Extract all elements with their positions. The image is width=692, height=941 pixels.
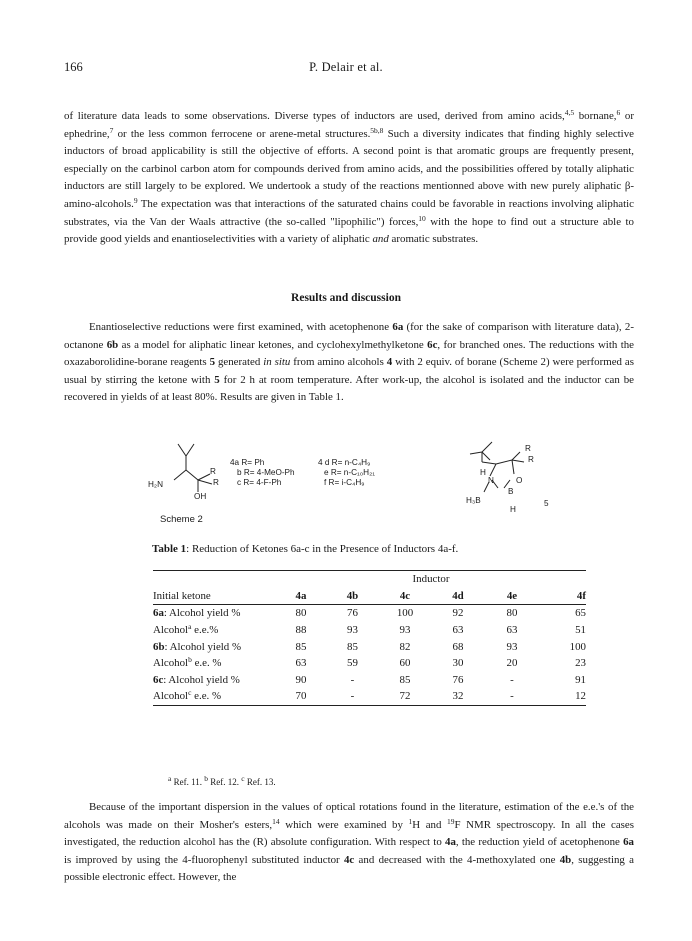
ring-r-top: R [525, 444, 531, 453]
table-cell: 93 [347, 624, 358, 637]
column-header: 4d [431, 588, 485, 605]
ring-b: B [508, 487, 514, 496]
r-label-upper: R [210, 467, 216, 476]
table-cell: 80 [506, 607, 518, 620]
table-cell: 76 [347, 607, 358, 620]
table-row [153, 638, 586, 655]
substituent-f: f R= i-C₄H₉ [324, 478, 365, 487]
column-header: 4f [539, 588, 586, 605]
column-header: 4b [326, 588, 379, 605]
column-header-ketone: Initial ketone [153, 588, 276, 605]
compound-5-label: 5 [544, 499, 549, 508]
table-cell: - [485, 688, 539, 705]
reduction-table [153, 570, 586, 706]
row-label: Alcohol$^c$ e.e. % [153, 688, 276, 705]
table-footnote: $^a$ Ref. 11. $^b$ Ref. 12. $^c$ Ref. 13. [168, 774, 276, 787]
table-cell: 85 [399, 673, 411, 686]
table-cell: 100 [569, 640, 586, 653]
r-label-lower: R [213, 478, 219, 487]
table-cell: 12 [539, 688, 586, 705]
inductor-header: Inductor [276, 571, 586, 588]
table-cell: 63 [506, 624, 518, 637]
results-paragraph: Enantioselective reductions were first examined, with acetophenone 6a (for the sake of comparison with literature data), 2-octanone 6b as a model for aliphatic linear ketones, and cyclohexylmethylketone 6c, for branched ones. The reductions with the oxazaborolidine-borane reagents 5 generated in situ from amino alcohols 4 with 2 equiv. of borane (Scheme 2) were performed as usual by stirring the ketone with 5 for 2 h at room temperature. After work-up, the alcohol is isolated and the inductor can be recovered in yields of at least 80%. Results are given in Table 1. [64, 321, 635, 404]
table-cell: 93 [399, 624, 411, 637]
table-row [153, 622, 586, 639]
h3b-label: H₃B [466, 496, 481, 505]
row-label: 6a: Alcohol yield % [153, 607, 241, 620]
table-row [153, 672, 586, 689]
substituent-b: b R= 4-MeO-Ph [237, 468, 295, 477]
table-cell: 68 [452, 640, 464, 653]
table-cell: - [326, 688, 379, 705]
table-cell: 76 [452, 673, 464, 686]
table-cell: 23 [575, 657, 586, 670]
ring-r-side: R [528, 455, 534, 464]
table-cell: 65 [575, 607, 586, 620]
table-cell: 80 [295, 607, 307, 620]
row-label: 6b: Alcohol yield % [153, 640, 242, 653]
substituent-4d: 4 d R= n-C₄H₉ [318, 458, 371, 467]
table-cell: 30 [452, 657, 464, 670]
table-cell: 63 [452, 624, 464, 637]
table-cell: 100 [396, 607, 414, 620]
table-cell: 59 [347, 657, 358, 670]
table-cell: 93 [506, 640, 518, 653]
table-cell: 70 [276, 688, 326, 705]
header-spacer [153, 571, 276, 588]
table-row [153, 655, 586, 672]
substituent-c: c R= 4-F-Ph [237, 478, 282, 487]
ring-h-bottom: H [510, 505, 516, 514]
ring-n: N [488, 476, 494, 485]
table-cell: 51 [575, 624, 586, 637]
table-cell: 90 [295, 673, 307, 686]
section-heading: Results and discussion [291, 292, 401, 304]
row-label: Alcohol$^a$ e.e.% [153, 622, 219, 637]
table-cell: 92 [452, 607, 464, 620]
column-header: 4e [485, 588, 539, 605]
intro-paragraph: of literature data leads to some observations. Diverse types of inductors are used, derived from amino acids,$^{4,5}$ bornane,$^6$ or ephedrine,$^7$ or the less common ferrocene or arene-metal structures.$^{5b,8}$ Such a diversity indicates that finding highly selective inductors of broad applicability is still the objective of efforts. A second point is that aromatic groups are frequently present, especially on the carbinol carbon atom for compounds derived from amino acids, and the possibilities offered by totally aliphatic inductors are still largely to be explored. We undertook a study of the reactions mentionned above with new purely aliphatic β-amino-alcohols.$^9$ The expectation was that interactions of the saturated chains could be favorable in reactions involving aliphatic substrates, via the Van der Waals attractive (the so-called "lipophilic") forces,$^{10}$ with the hope to find out a structure able to provide good yields and enantioselectivities with a variety of aliphatic and aromatic substrates. [64, 108, 634, 246]
page-number: 166 [64, 60, 83, 74]
table-cell: 32 [431, 688, 485, 705]
table-cell: 63 [295, 657, 307, 670]
table-cell: 91 [575, 673, 586, 686]
ring-h: H [480, 468, 486, 477]
h2n-label: H₂N [148, 480, 164, 489]
table-caption: Table 1: Reduction of Ketones 6a-c in the Presence of Inductors 4a-f. [152, 543, 459, 555]
table-row [153, 605, 586, 622]
column-header: 4a [276, 588, 326, 605]
table-row [153, 688, 586, 705]
table-cell: 20 [506, 657, 518, 670]
running-head: P. Delair et al. [309, 60, 383, 74]
closing-paragraph: Because of the important dispersion in the values of optical rotations found in the literature, estimation of the e.e.'s of the alcohols was made on their Mosher's esters,$^{14}$ which were examined by $^1$H and $^{19}$F NMR spectroscopy. In all the cases investigated, the reduction alcohol has the (R) absolute configuration. With respect to 4a, the reduction yield of acetophenone 6a is improved by using the 4-fluorophenyl substituted inductor 4c and decreased with the 4-methoxylated one 4b, suggesting a possible electronic effect. However, the [64, 801, 634, 884]
table-cell: 88 [295, 624, 307, 637]
table-cell: 60 [399, 657, 411, 670]
oh-label: OH [194, 492, 207, 501]
table-cell: - [350, 673, 355, 686]
ring-o: O [516, 476, 523, 485]
table-cell: - [510, 673, 514, 686]
table-cell: 85 [347, 640, 358, 653]
table-cell: 85 [295, 640, 307, 653]
row-label: Alcohol$^b$ e.e. % [153, 655, 222, 670]
column-header: 4c [379, 588, 431, 605]
table-cell: 82 [399, 640, 411, 653]
row-label: 6c: Alcohol yield % [153, 673, 240, 686]
scheme-label: Scheme 2 [160, 514, 203, 525]
substituent-4a: 4a R= Ph [230, 458, 265, 467]
table-cell: 72 [379, 688, 431, 705]
substituent-e: e R= n-C₁₀H₂₁ [324, 468, 376, 477]
